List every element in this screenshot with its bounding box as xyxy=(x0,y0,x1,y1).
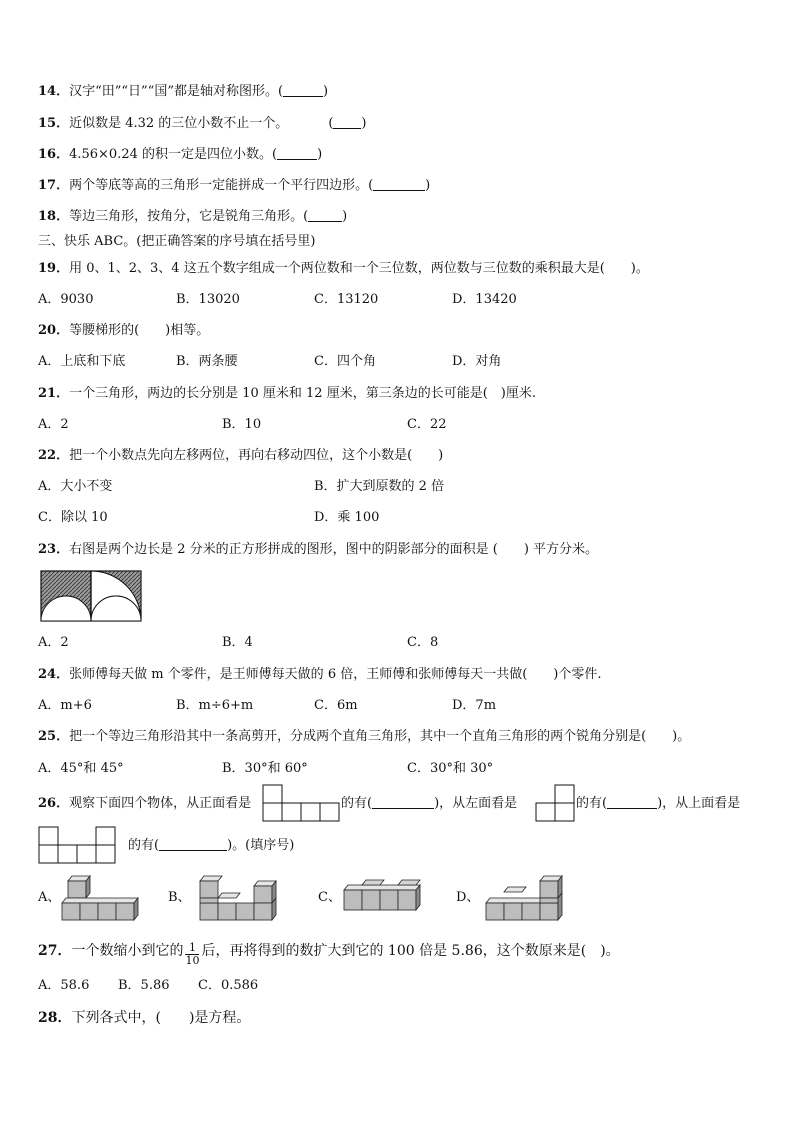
option-b[interactable]: B．30°和 60° xyxy=(222,761,308,776)
question-23 xyxy=(38,542,598,558)
question-27 xyxy=(38,942,620,967)
question-19 xyxy=(38,261,649,277)
question-number: 15． xyxy=(38,116,70,131)
question-18 xyxy=(38,209,347,225)
question-28 xyxy=(38,1010,250,1026)
question-text: )，从左面看是 xyxy=(434,796,518,811)
question-text: 等边三角形，按角分，它是锐角三角形。( xyxy=(69,209,309,224)
answer-blank-top[interactable] xyxy=(159,838,227,851)
option-b[interactable]: B．两条腰 xyxy=(176,354,238,369)
question-number: 23． xyxy=(38,542,70,557)
cube-figure-b xyxy=(196,872,282,922)
question-26-segment-2 xyxy=(576,796,740,812)
question-number: 28． xyxy=(38,1010,72,1026)
option-d[interactable]: D．7m xyxy=(452,698,497,713)
option-c[interactable]: C．四个角 xyxy=(314,354,376,369)
question-number: 16． xyxy=(38,147,70,162)
option-b[interactable]: B．5.86 xyxy=(118,978,170,993)
answer-blank[interactable] xyxy=(308,209,342,222)
question-number: 19． xyxy=(38,261,70,276)
question-number: 27． xyxy=(38,943,72,959)
option-a[interactable]: A．2 xyxy=(38,417,69,432)
fraction xyxy=(185,942,199,967)
question-22 xyxy=(38,448,443,464)
question-text: 汉字“田”“日”“国”都是轴对称图形。( xyxy=(69,84,284,99)
question-20 xyxy=(38,323,209,339)
cube-figure-a xyxy=(60,872,142,922)
fraction-numerator: 1 xyxy=(185,942,199,955)
question-text: 张师傅每天做 m 个零件，是王师傅每天做的 6 倍，王师傅和张师傅每天一共做( )个零件. xyxy=(69,667,602,682)
option-d[interactable]: D．对角 xyxy=(452,354,502,369)
question-text: 两个等底等高的三角形一定能拼成一个平行四边形。( xyxy=(69,178,374,193)
option-c[interactable]: C．13120 xyxy=(314,292,379,307)
option-c[interactable]: C．除以 10 xyxy=(38,510,108,525)
question-26 xyxy=(38,796,251,812)
question-text: 等腰梯形的( )相等。 xyxy=(69,323,210,338)
left-view-figure xyxy=(535,784,575,822)
question-text: 4.56×0.24 的积一定是四位小数。( xyxy=(69,147,278,162)
top-view-figure xyxy=(38,826,116,864)
question-14 xyxy=(38,84,328,100)
answer-blank-left[interactable] xyxy=(607,796,657,809)
question-text: 把一个等边三角形沿其中一条高剪开，分成两个直角三角形，其中一个直角三角形的两个锐角分别是( )。 xyxy=(69,729,691,744)
question-26-segment xyxy=(341,796,517,812)
answer-blank[interactable] xyxy=(373,178,425,191)
question-24 xyxy=(38,667,602,683)
option-b[interactable]: B．10 xyxy=(222,417,262,432)
option-c[interactable]: C．30°和 30° xyxy=(407,761,494,776)
question-number: 26． xyxy=(38,796,70,811)
answer-blank[interactable] xyxy=(283,84,323,97)
shaded-squares-figure xyxy=(40,570,144,622)
option-c[interactable]: C．6m xyxy=(314,698,358,713)
option-b[interactable]: B．4 xyxy=(222,635,253,650)
option-c[interactable]: C．8 xyxy=(407,635,439,650)
paren-close: ) xyxy=(342,209,348,224)
option-a-label[interactable]: A、 xyxy=(38,890,61,905)
option-a[interactable]: A．上底和下底 xyxy=(38,354,126,369)
answer-blank[interactable] xyxy=(333,116,361,129)
answer-blank[interactable] xyxy=(277,147,317,160)
cube-figure-d xyxy=(484,872,574,922)
question-text: 下列各式中，( )是方程。 xyxy=(71,1010,251,1026)
option-b[interactable]: B．13020 xyxy=(176,292,240,307)
option-c[interactable]: C．22 xyxy=(407,417,447,432)
option-b[interactable]: B．m÷6+m xyxy=(176,698,254,713)
question-number: 25． xyxy=(38,729,70,744)
question-25 xyxy=(38,729,690,745)
fraction-denominator: 10 xyxy=(185,954,200,967)
question-15 xyxy=(38,116,366,132)
paren-close: ) xyxy=(361,116,367,131)
question-number: 22． xyxy=(38,448,70,463)
answer-blank-front[interactable] xyxy=(372,796,434,809)
option-a[interactable]: A．45°和 45° xyxy=(38,761,124,776)
option-c-label[interactable]: C、 xyxy=(318,890,341,905)
question-number: 14． xyxy=(38,84,70,99)
question-number: 17． xyxy=(38,178,70,193)
option-a[interactable]: A．58.6 xyxy=(38,978,90,993)
paren-close: ) xyxy=(323,84,329,99)
question-number: 24． xyxy=(38,667,70,682)
paren-open: ( xyxy=(328,116,334,131)
question-text: 一个数缩小到它的 xyxy=(71,943,184,959)
front-view-figure xyxy=(262,784,340,822)
option-c[interactable]: C．0.586 xyxy=(198,978,259,993)
option-d[interactable]: D．乘 100 xyxy=(314,510,380,525)
question-text: 后，再将得到的数扩大到它的 100 倍是 5.86，这个数原来是( )。 xyxy=(201,943,620,959)
option-b-label[interactable]: B、 xyxy=(168,890,191,905)
question-text: 用 0、1、2、3、4 这五个数字组成一个两位数和一个三位数，两位数与三位数的乘积最大是( )。 xyxy=(69,261,649,276)
question-text: 把一个小数点先向左移两位，再向右移动四位，这个小数是( ) xyxy=(69,448,444,463)
option-a[interactable]: A．大小不变 xyxy=(38,479,113,494)
question-text: 的有( xyxy=(341,796,373,811)
cube-figure-c xyxy=(340,878,430,918)
question-text: 一个三角形，两边的长分别是 10 厘米和 12 厘米，第三条边的长可能是( )厘米. xyxy=(69,386,536,401)
option-a[interactable]: A．m+6 xyxy=(38,698,92,713)
question-number: 18． xyxy=(38,209,70,224)
question-number: 20． xyxy=(38,323,70,338)
question-text: 的有( xyxy=(576,796,608,811)
paren-close: ) xyxy=(317,147,323,162)
option-d[interactable]: D．13420 xyxy=(452,292,517,307)
question-21 xyxy=(38,386,536,402)
option-b[interactable]: B．扩大到原数的 2 倍 xyxy=(314,479,445,494)
option-d-label[interactable]: D、 xyxy=(456,890,480,905)
question-26-line2 xyxy=(128,838,294,854)
question-text: 近似数是 4.32 的三位小数不止一个。 xyxy=(69,116,289,131)
section-heading: 三、快乐 ABC。(把正确答案的序号填在括号里) xyxy=(38,234,316,249)
question-17 xyxy=(38,178,430,194)
option-a[interactable]: A．2 xyxy=(38,635,69,650)
question-text: 右图是两个边长是 2 分米的正方形拼成的图形，图中的阴影部分的面积是 ( ) 平方分米。 xyxy=(69,542,599,557)
question-text: )。(填序号) xyxy=(227,838,295,853)
question-16 xyxy=(38,147,322,163)
option-a[interactable]: A．9030 xyxy=(38,292,94,307)
question-number: 21． xyxy=(38,386,70,401)
question-text: )，从上面看是 xyxy=(657,796,741,811)
paren-close: ) xyxy=(425,178,431,193)
question-text: 观察下面四个物体，从正面看是 xyxy=(69,796,252,811)
question-text: 的有( xyxy=(128,838,160,853)
